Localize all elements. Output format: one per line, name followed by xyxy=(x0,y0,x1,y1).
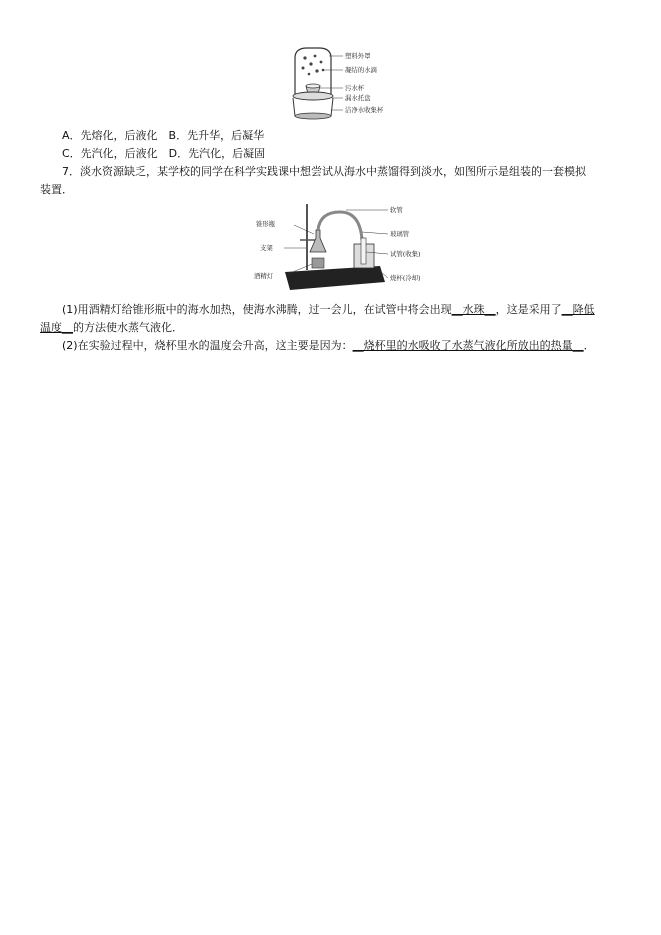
part1-text-a: (1)用酒精灯给锥形瓶中的海水加热，使海水沸腾，过一会儿，在试管中将会出现 xyxy=(62,303,452,316)
solar-still-figure xyxy=(285,44,405,122)
part1-text-b: ，这是采用了 xyxy=(495,303,562,316)
label-beaker: 烧杯(冷却) xyxy=(390,274,421,282)
part2-text-a: (2)在实验过程中，烧杯里水的温度会升高，这主要是因为： xyxy=(62,339,353,352)
question-7-stem-cont: 装置． xyxy=(40,183,73,196)
option-line-cd: C．先汽化，后液化 D．先汽化，后凝固 xyxy=(62,147,266,160)
label-glass-tube: 玻璃管 xyxy=(390,230,410,238)
label-stand: 支架 xyxy=(260,244,273,252)
question-7-stem: 7．淡水资源缺乏，某学校的同学在科学实践课中想尝试从海水中蒸馏得到淡水，如图所示是组装的一套模拟 xyxy=(62,165,586,178)
part1-answer-water-drops: __水珠__ xyxy=(451,303,496,316)
part1-answer-lower-b: 温度__ xyxy=(40,321,73,334)
label-plastic-cover: 塑料外罩 xyxy=(345,52,371,60)
question-7-part-1-cont xyxy=(40,321,183,335)
distillation-figure xyxy=(250,200,421,295)
question-7-part-1 xyxy=(62,303,595,317)
label-hose: 软管 xyxy=(390,206,403,214)
part2-text-b: ． xyxy=(583,339,595,352)
label-test-tube: 试管(收集) xyxy=(390,250,421,258)
label-clean-water-cup: 洁净水收集杯 xyxy=(345,106,384,114)
part2-answer: __烧杯里的水吸收了水蒸气液化所放出的热量__ xyxy=(352,339,584,352)
option-line-ab: A．先熔化，后液化 B．先升华，后凝华 xyxy=(62,129,265,142)
label-drip-tray: 漏水托盘 xyxy=(345,94,371,102)
label-dirty-water-cup: 污水杯 xyxy=(345,84,365,92)
label-flask: 锥形瓶 xyxy=(256,220,276,228)
part1-text-c: 的方法使水蒸气液化． xyxy=(73,321,183,334)
label-condensed-droplets: 凝结的水滴 xyxy=(345,66,377,74)
part1-answer-lower-a: __降低 xyxy=(561,303,595,316)
question-7-part-2 xyxy=(62,339,595,353)
label-alcohol-lamp: 酒精灯 xyxy=(254,272,274,280)
